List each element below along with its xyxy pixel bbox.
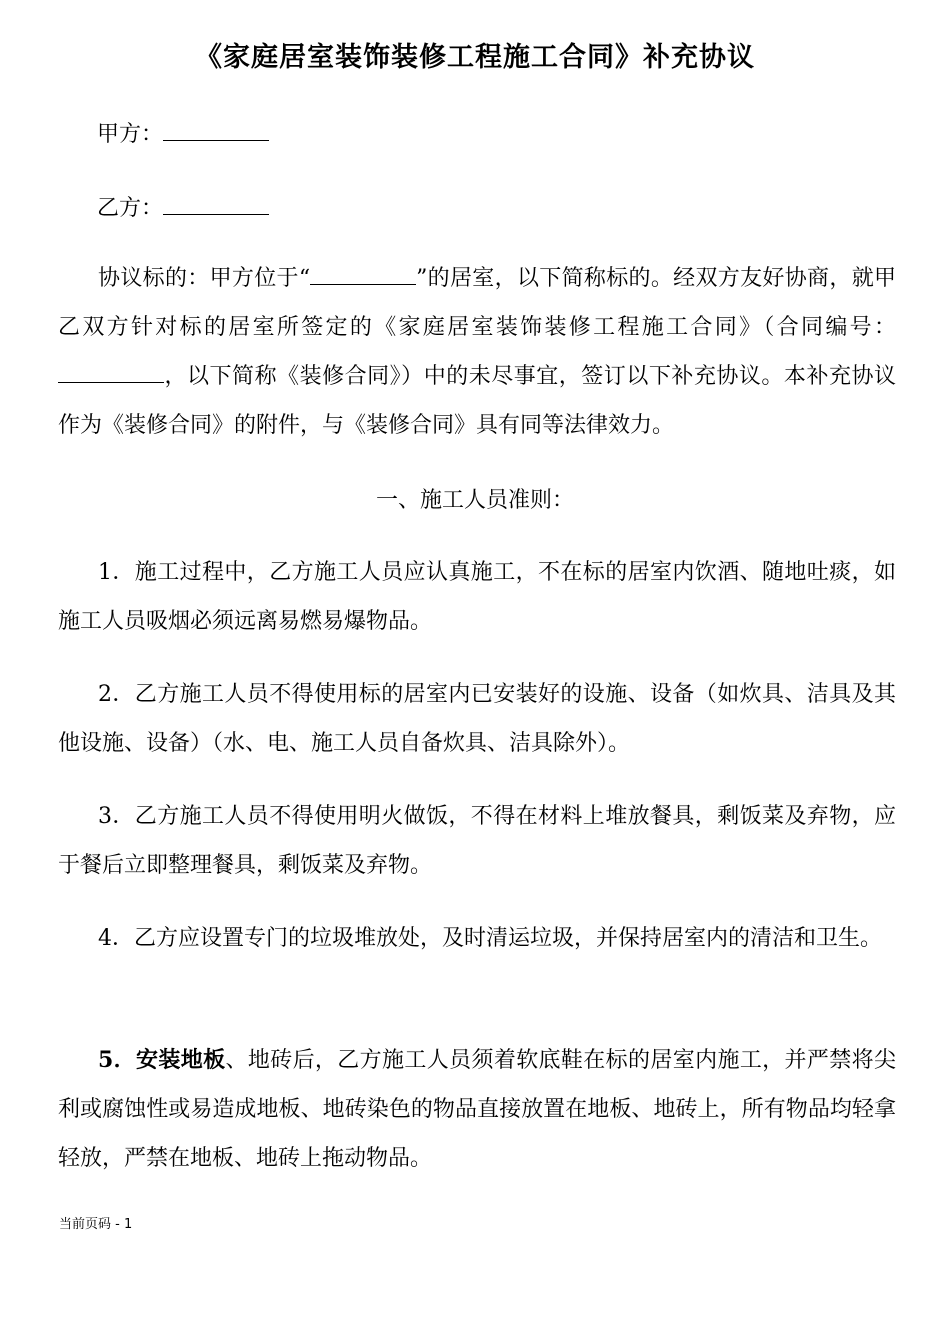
intro-text-2: ”的居室，以下简称标的。经双方友好协商，就甲乙双方针对标的居室所签定的《家庭居室装饰装修工程施工合同》（合同编号： xyxy=(58,266,897,340)
document-title: 《家庭居室装饰装修工程施工合同》补充协议 xyxy=(195,42,755,73)
clause-3: 3．乙方施工人员不得使用明火做饭，不得在材料上堆放餐具，剩饭菜及弃物，应于餐后立即整理餐具，剩饭菜及弃物。 xyxy=(58,804,896,878)
clause-5 xyxy=(58,1036,896,1183)
party-a-label: 甲方： xyxy=(97,122,164,147)
address-blank xyxy=(310,262,416,285)
clause-5-text: 、地砖后，乙方施工人员须着软底鞋在标的居室内施工，并严禁将尖利或腐蚀性或易造成地板、地砖染色的物品直接放置在地板、地砖上，所有物品均轻拿轻放，严禁在地板、地砖上拖动物品。 xyxy=(58,1048,896,1171)
clause-1: 1．施工过程中，乙方施工人员应认真施工，不在标的居室内饮酒、随地吐痰，如施工人员吸烟必须远离易燃易爆物品。 xyxy=(58,560,896,634)
page-number-footer: 当前页码 - 1 xyxy=(59,1217,133,1232)
contract-number-blank xyxy=(58,360,164,383)
intro-text-1: 协议标的：甲方位于“ xyxy=(98,266,311,291)
clause-5-bold: 5．安装地板 xyxy=(98,1047,226,1073)
intro-paragraph xyxy=(58,254,896,450)
clause-2: 2．乙方施工人员不得使用标的居室内已安装好的设施、设备（如炊具、洁具及其他设施、设备）（水、电、施工人员自备炊具、洁具除外）。 xyxy=(58,682,896,756)
intro-text-3: ，以下简称《装修合同》）中的未尽事宜，签订以下补充协议。本补充协议作为《装修合同》的附件，与《装修合同》具有同等法律效力。 xyxy=(58,364,896,438)
party-a-line xyxy=(97,118,269,150)
party-b-label: 乙方： xyxy=(97,196,164,221)
party-b-line xyxy=(97,192,269,224)
section-heading: 一、施工人员准则： xyxy=(375,488,574,513)
party-b-blank xyxy=(163,192,269,215)
party-a-blank xyxy=(163,118,269,141)
clause-4: 4．乙方应设置专门的垃圾堆放处，及时清运垃圾，并保持居室内的清洁和卫生。 xyxy=(98,926,882,951)
